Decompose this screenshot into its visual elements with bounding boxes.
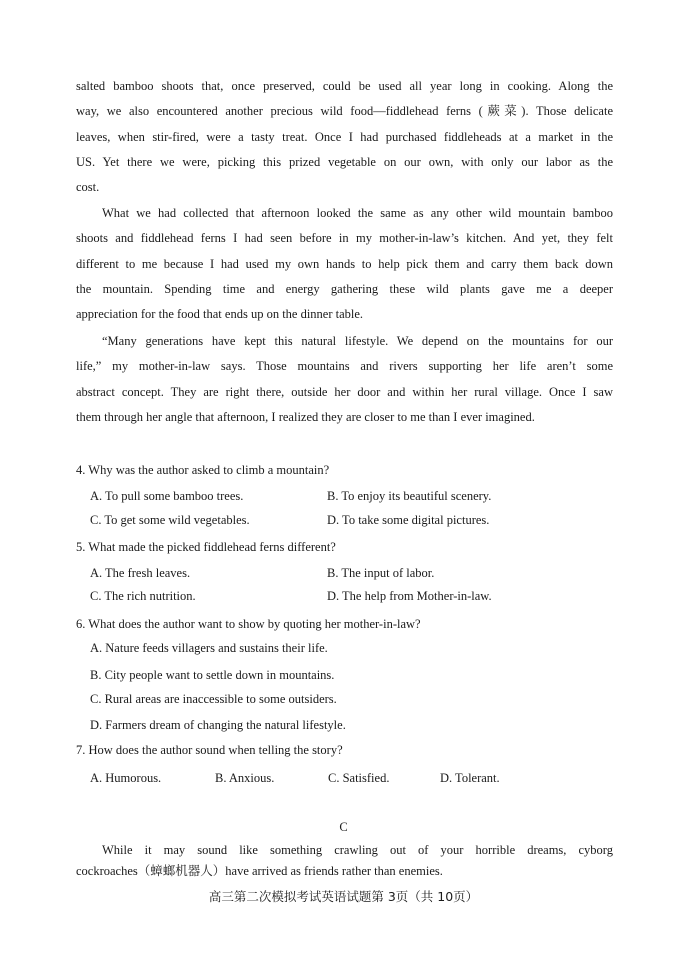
question-4-option-c[interactable]: C. To get some wild vegetables. — [90, 513, 250, 527]
page-footer: 高三第二次模拟考试英语试题第 3页（共 10页） — [208, 889, 479, 904]
text-line: way, we also encountered another precious wild food—fiddlehead ferns (蕨菜). Those delicate — [76, 104, 613, 119]
question-4-option-d[interactable]: D. To take some digital pictures. — [327, 513, 490, 527]
question-7-option-b[interactable]: B. Anxious. — [215, 771, 275, 785]
question-5-option-a[interactable]: A. The fresh leaves. — [90, 566, 191, 580]
question-5-option-d[interactable]: D. The help from Mother-in-law. — [327, 589, 492, 603]
text-line: What we had collected that afternoon looked the same as any other wild mountain bamboo — [102, 206, 613, 220]
text-line: life,” my mother-in-law says. Those mountains and rivers supporting her life aren’t some — [76, 359, 613, 374]
question-7-stem: 7. How does the author sound when telling the story? — [76, 743, 343, 757]
passage-c-paragraph — [76, 840, 613, 882]
question-6-option-a[interactable]: A. Nature feeds villagers and sustains their life. — [90, 641, 328, 655]
question-4-option-b[interactable]: B. To enjoy its beautiful scenery. — [327, 489, 492, 503]
text-line: the mountain. Spending time and energy gathering these wild plants gave me a deeper — [76, 281, 613, 296]
question-7-option-c[interactable]: C. Satisfied. — [328, 771, 390, 785]
text-line: US. Yet there we were, picking this prized vegetable on our own, with only our labor as the — [76, 154, 613, 169]
text-line: leaves, when stir-fired, were a tasty treat. Once I had purchased fiddleheads at a market in the — [76, 129, 613, 144]
passage-paragraph-3 — [76, 329, 613, 430]
question-5-option-c[interactable]: C. The rich nutrition. — [90, 589, 196, 603]
question-6-option-d[interactable]: D. Farmers dream of changing the natural lifestyle. — [90, 718, 346, 732]
question-4-stem: 4. Why was the author asked to climb a mountain? — [76, 463, 330, 477]
text-line: appreciation for the food that ends up on the dinner table. — [76, 307, 364, 322]
passage-paragraph-2 — [76, 201, 613, 327]
text-line: “Many generations have kept this natural lifestyle. We depend on the mountains for our — [102, 334, 613, 348]
text-line: them through her angle that afternoon, I realized they are closer to me than I ever imagined. — [76, 409, 535, 424]
question-4-option-a[interactable]: A. To pull some bamboo trees. — [90, 489, 244, 503]
text-line: different to me because I had used my own hands to help pick them and carry them back down — [76, 256, 613, 271]
text-line: salted bamboo shoots that, once preserved, could be used all year long in cooking. Along the — [76, 79, 613, 93]
question-5-option-b[interactable]: B. The input of labor. — [327, 566, 435, 580]
question-7-option-d[interactable]: D. Tolerant. — [440, 771, 500, 785]
text-line: abstract concept. They are right there, outside her door and within her rural village. Once I saw — [76, 384, 613, 399]
text-line: While it may sound like something crawling out of your horrible dreams, cyborg — [102, 843, 613, 857]
question-6-option-c[interactable]: C. Rural areas are inaccessible to some outsiders. — [90, 692, 337, 706]
text-line: shoots and fiddlehead ferns I had seen before in my mother-in-law’s kitchen. And yet, they felt — [76, 231, 613, 246]
question-6-option-b[interactable]: B. City people want to settle down in mountains. — [90, 668, 335, 682]
question-5-stem: 5. What made the picked fiddlehead ferns different? — [76, 540, 336, 554]
text-line: cockroaches（蟑螂机器人）have arrived as friends rather than enemies. — [76, 864, 443, 878]
question-7-option-a[interactable]: A. Humorous. — [90, 771, 162, 785]
section-heading: C — [339, 820, 348, 834]
text-line: cost. — [76, 180, 100, 195]
question-6-stem: 6. What does the author want to show by quoting her mother-in-law? — [76, 617, 421, 631]
passage-paragraph-1 — [76, 74, 613, 200]
